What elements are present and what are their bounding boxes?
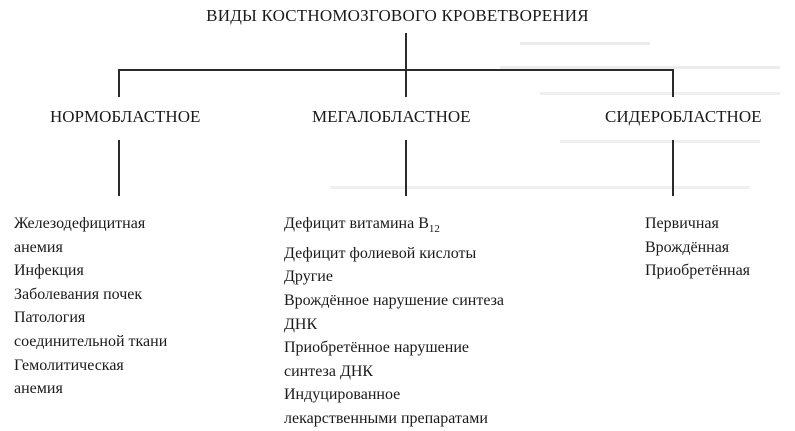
list-item: Приобретённая: [645, 262, 751, 280]
category-drop-center: [405, 140, 407, 196]
list-item: Приобретённое нарушение: [284, 339, 469, 357]
list-item: Гемолитическая: [14, 356, 124, 374]
list-item: Железодефицитная: [14, 215, 146, 232]
b12-subscript: 12: [428, 223, 440, 236]
list-item: [284, 212, 504, 242]
list-item: Другие: [284, 268, 333, 286]
list-item: Индуцированное: [284, 386, 401, 404]
list-item: Дефицит фолиевой кислоты: [284, 244, 477, 262]
list-item: ДНК: [284, 315, 318, 333]
bleed-through-smudge: [540, 92, 780, 95]
list-item: анемия: [14, 238, 63, 256]
list-item: анемия: [14, 380, 63, 398]
category-megaloblastic: МЕГАЛОБЛАСТНОЕ: [312, 107, 471, 126]
bleed-through-smudge: [520, 42, 650, 45]
list-item: синтеза ДНК: [284, 362, 374, 380]
list-item: Инфекция: [14, 262, 84, 280]
list-item: лекарственными препаратами: [284, 409, 488, 427]
b12-prefix: Дефицит витамина B: [284, 215, 429, 232]
category-drop-right: [672, 140, 674, 196]
bleed-through-smudge: [560, 140, 760, 143]
list-item: Патология: [14, 309, 86, 327]
horizontal-branch-line: [118, 69, 674, 71]
title-connector-line: [405, 33, 407, 70]
branch-drop-right: [672, 69, 674, 97]
list-item: Врождённое нарушение синтеза: [284, 291, 505, 309]
diagram-title: ВИДЫ КОСТНОМОЗГОВОГО КРОВЕТВОРЕНИЯ: [206, 6, 589, 25]
bleed-through-smudge: [330, 186, 750, 189]
category-drop-left: [118, 140, 120, 196]
list-item: Первичная: [645, 215, 719, 232]
category-sideroblastic: СИДЕРОБЛАСТНОЕ: [605, 107, 762, 126]
list-item: Заболевания почек: [14, 285, 143, 303]
megaloblastic-causes-list: [284, 212, 504, 431]
sideroblastic-causes-list: [645, 212, 750, 283]
list-item: Врождённая: [645, 238, 730, 256]
branch-drop-center: [405, 69, 407, 97]
normoblastic-causes-list: [14, 212, 167, 401]
list-item: соединительной ткани: [14, 332, 168, 350]
category-normoblastic: НОРМОБЛАСТНОЕ: [50, 107, 201, 126]
branch-drop-left: [118, 69, 120, 97]
